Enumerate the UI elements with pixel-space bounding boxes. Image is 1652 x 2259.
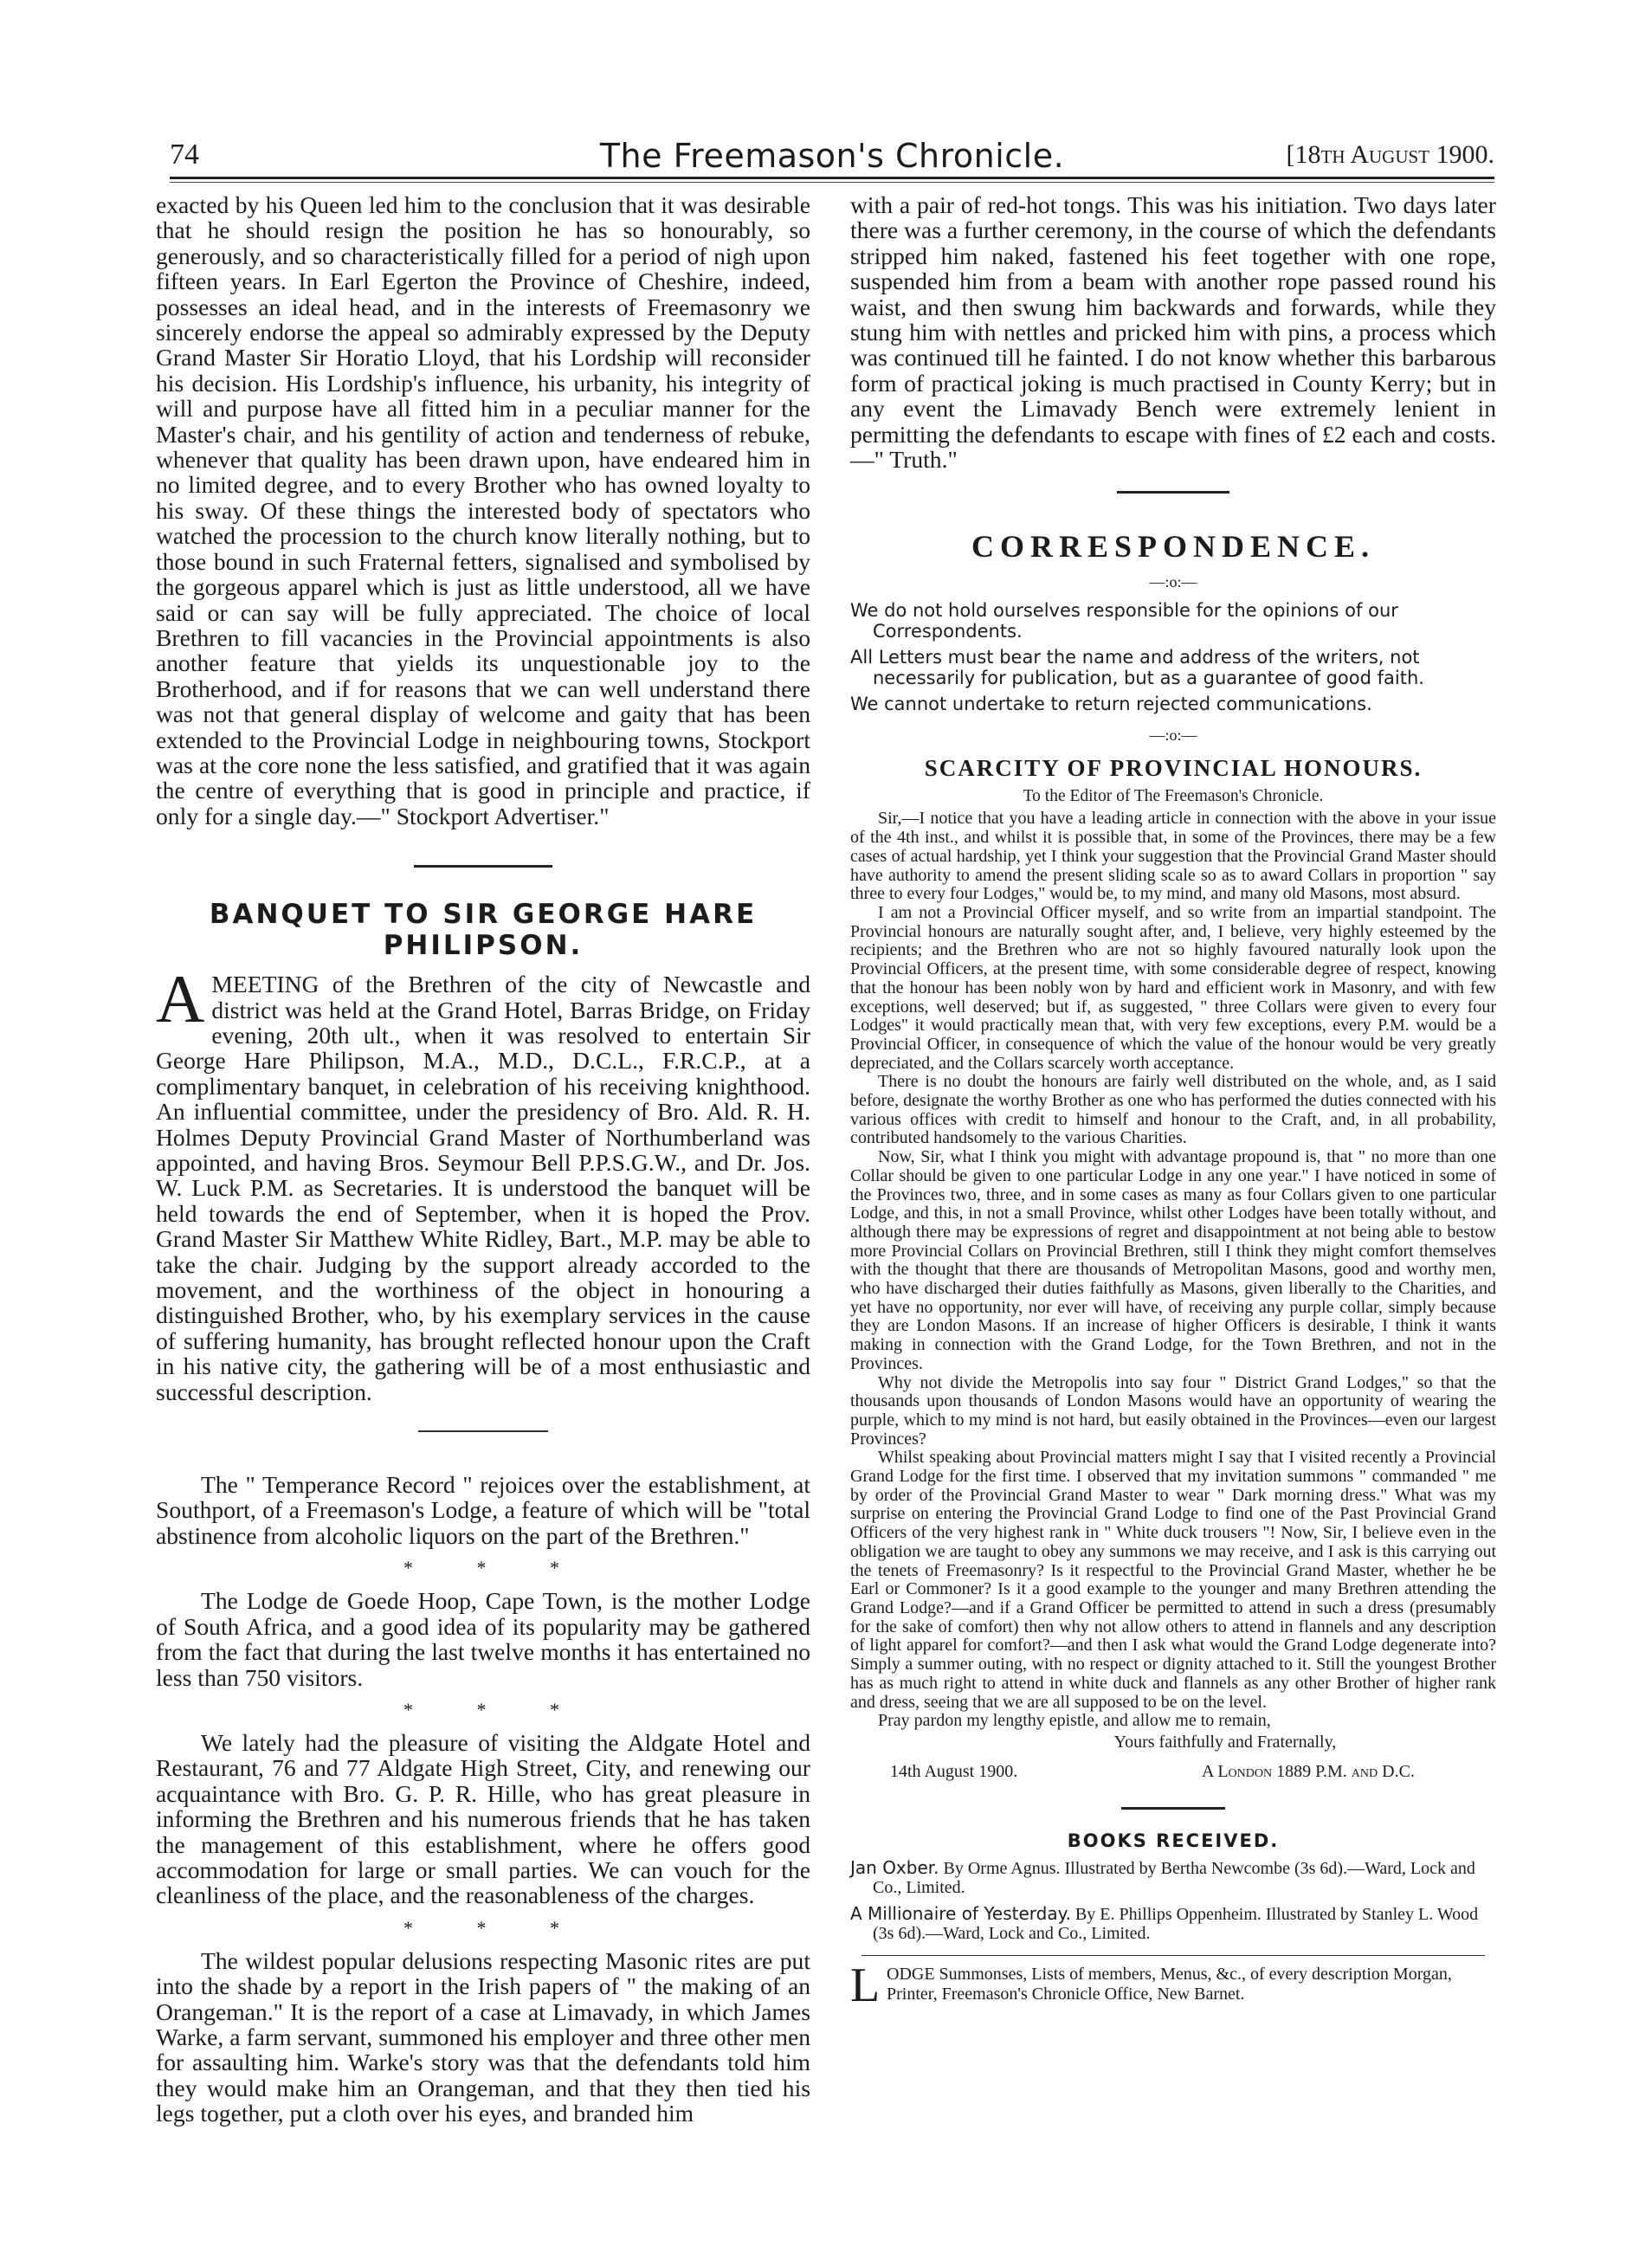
- stockport-article-continued: exacted by his Queen led him to the conclusion that it was desirable that he should resign the position he has so honourably, so generously, and so characteristically filled for a period of nigh upon fifteen years. In Earl Egerton the Province of Cheshire, indeed, possesses an ideal head, and in the interests of Freemasonry we sincerely endorse the appeal so admirably expressed by the Deputy Grand Master Sir Horatio Lloyd, that his Lordship will reconsider his decision. His Lordship's influence, his urbanity, his integrity of will and purpose have all fitted him in a peculiar manner for the Master's chair, and his gentility of action and tenderness of rebuke, whenever that quality has been drawn upon, have endeared him in no limited degree, and to every Brother who has owned loyalty to his sway. Of these things the interested body of spectators who watched the procession to the church know literally nothing, but to those bound in such Fraternal fetters, signalised and symbolised by the gorgeous apparel which is just as little understood, all we have said or can say will be fully appreciated. The choice of local Brethren to fill vacancies in the Provincial appointments is also another feature that yields its unquestionable joy to the Brotherhood, and if for reasons that we can well understand there was not that general display of welcome and gaity that has been extended to the Provincial Lodge in neighbouring towns, Stockport was at the core none the less satisfied, and gratified that it was again the centre of everything that is good in principle and practice, if only for a single day.—" Stockport Advertiser.": [156, 191, 810, 829]
- banquet-text: MEETING of the Brethren of the city of Newcastle and district was held at the Grand Hotel, Barras Bridge, on Friday evening, 20th ult., when it was resolved to entertain Sir George Hare Philipson, M.A., M.D., D.C.L., F.R.C.P., at a complimentary banquet, in celebration of his receiving knighthood. An influential committee, under the presidency of Bro. Ald. R. H. Holmes Deputy Provincial Grand Master of Northumberland was appointed, and having Bros. Seymour Bell P.P.S.G.W., and Dr. Jos. W. Luck P.M. as Secretaries. It is understood the banquet will be held towards the end of September, when it is hoped the Prov. Grand Master Sir Matthew White Ridley, Bart., M.P. may be able to take the chair. Judging by the support already accorded to the movement, and the worthiness of the object in honouring a distinguished Brother, who, by his exemplary services in the cause of suffering humanity, has brought reflected honour upon the Craft in his native city, the gathering will be of a most enthusiastic and successful description.: [156, 971, 810, 1405]
- letter-paragraph: Whilst speaking about Provincial matters might I say that I visited recently a Provincial Grand Lodge for the first time. I observed that my invitation summons " commanded " me by order of the Provincial Grand Master to wear " Dark morning dress." What was my surprise on entering the Provincial Grand Lodge to find one of the Past Provincial Grand Officers of the very highest rank in " White duck trousers "! Now, Sir, I believe even in the obligation we are taught to obey any summons we may receive, and I ask is this carrying out the tenets of Freemasonry? Is it respectful to the Provincial Grand Master, whether he be Earl or Commoner? Is it a good example to the younger and many Brethren attending the Grand Lodge?—and if a Grand Officer be permitted to attend in such a dress (presumably for the sake of comfort) then why not allow others to attend in flannels and any description of light apparel for comfort?—and then I ask what would the Grand Lodge degenerate into? Simply a summer outing, with no respect or dignity attached to it. Still the youngest Brother has as much right to attend in white duck and flannels as any other Brother of higher rank and dress, seeing that we are all supposed to be on the level.: [850, 1448, 1496, 1712]
- section-divider: [414, 865, 552, 868]
- ornament-separator: —:o:—: [1149, 573, 1197, 591]
- letter-signature: [850, 1760, 1496, 1786]
- section-divider: [1121, 1807, 1225, 1810]
- section-divider: [418, 1430, 548, 1432]
- letter-paragraph: Why not divide the Metropolis into say four " District Grand Lodges," so that the thousands upon thousands of London Masons would have an opportunity of wearing the purple, which to my mind is not hard, but easily obtained in the Provinces—even our largest Provinces?: [850, 1372, 1496, 1449]
- section-divider: [1117, 491, 1229, 494]
- letter-signatory: A London 1889 P.M. and D.C.: [1202, 1761, 1415, 1781]
- notice-letters: All Letters must bear the name and address of the writers, not necessarily for publication, but as a guarantee of good faith.: [850, 647, 1424, 689]
- printer-advert: [850, 1958, 1496, 2012]
- notice-rejected: We cannot undertake to return rejected communications.: [850, 694, 1372, 715]
- books-received-title: BOOKS RECEIVED.: [1067, 1830, 1280, 1851]
- letter-addressee: To the Editor of The Freemason's Chronicle.: [1023, 787, 1324, 806]
- newspaper-title: The Freemason's Chronicle.: [599, 137, 1065, 175]
- left-column: [156, 192, 810, 2127]
- notice-responsibility: We do not hold ourselves responsible for the opinions of our Correspondents.: [850, 600, 1398, 642]
- delusions-paragraph: The wildest popular delusions respecting Masonic rites are put into the shade by a report in the Irish papers of " the making of an Orangeman." It is the report of a case at Limavady, in which James Warke, a farm servant, summoned his employer and three other men for assaulting him. Warke's story was that the defendants told him they would make him an Orangeman, and that they then tied his legs together, put a cloth over his eyes, and branded him: [156, 1946, 810, 2127]
- banquet-headline: BANQUET TO SIR GEORGE HARE PHILIPSON.: [209, 899, 758, 962]
- book-entry: [850, 1904, 1496, 1943]
- aldgate-paragraph: We lately had the pleasure of visiting the Aldgate Hotel and Restaurant, 76 and 77 Aldgate High Street, City, and renewing our acquaintance with Bro. G. P. R. Hille, who has great pleasure in informing the Brethren and his numerous friends that he has taken the management of this establishment, where he offers good accommodation for large or small parties. We can vouch for the cleanliness of the place, and the reasonableness of the charges.: [156, 1728, 810, 1909]
- paragraph-separator: * * *: [403, 1557, 589, 1579]
- delusions-paragraph-continued: with a pair of red-hot tongs. This was his initiation. Two days later there was a further ceremony, in the course of which the defendants stripped him naked, fastened his feet together with one rope, suspended him from a beam with another rope passed round his waist, and then swung him backwards and forwards, while they stung him with nettles and pricked him with pins, a process which was continued till he fainted. I do not know whether this barbarous form of practical joking is much practised in County Kerry; but in any event the Limavady Bench were extremely lenient in permitting the defendants to escape with fines of £2 each and costs.—" Truth.": [850, 191, 1497, 474]
- temperance-paragraph: The " Temperance Record " rejoices over the establishment, at Southport, of a Freemason's Lodge, a feature of which will be "total abstinence from alcoholic liquors on the part of the Brethren.": [156, 1471, 810, 1549]
- letter-date: 14th August 1900.: [890, 1761, 1018, 1781]
- letter-paragraph: Sir,—I notice that you have a leading article in connection with the above in your issue of the 4th inst., and whilst it is possible that, in some of the Provinces, there may be a few cases of actual hardship, yet I think your suggestion that the Provincial Grand Master should have authority to amend the present sliding scale so as to award Collars in proportion " say three to every four Lodges," would be, to my mind, and many old Masons, most absurd.: [850, 809, 1496, 904]
- letter-title: SCARCITY OF PROVINCIAL HONOURS.: [924, 755, 1423, 782]
- book-detail: By E. Phillips Oppenheim. Illustrated by Stanley L. Wood (3s 6d).—Ward, Lock and Co., Limited.: [873, 1904, 1479, 1943]
- book-detail: By Orme Agnus. Illustrated by Bertha Newcombe (3s 6d).—Ward, Lock and Co., Limited.: [873, 1858, 1475, 1897]
- letter-closing: Yours faithfully and Fraternally,: [1113, 1732, 1337, 1752]
- banquet-article: [156, 961, 810, 1405]
- goede-hoop-paragraph: The Lodge de Goede Hoop, Cape Town, is the mother Lodge of South Africa, and a good idea of its popularity may be gathered from the fact that during the last twelve months it has entertained no less than 750 visitors.: [156, 1587, 810, 1691]
- book-title: A Millionaire of Yesterday.: [850, 1902, 1071, 1924]
- letter-paragraph: Now, Sir, what I think you might with advantage propound is, that " no more than one Collar should be given to one particular Lodge in any one year." I have noticed in some of the Provinces two, three, and in some cases as many as four Collars given to one particular Lodge, and this, in not a small Province, whilst other Lodges have been totally without, and although there may be expressions of regret and disappointment at not being able to bestow more Provincial Collars on Provincial Brethren, still I think they might comfort themselves with the thought that there are thousands of Metropolitan Masons, good and worthy men, who have discharged their duties faithfully as Masons, given liberally to the Charities, and yet have no opportunity, nor ever will have, of receiving any purple collar, simply because they are London Masons. If an increase of higher Officers is desirable, I think it wants making in connection with the Grand Lodge, for the Town Brethren, and not in the Provinces.: [850, 1147, 1496, 1373]
- ornament-separator: —:o:—: [1149, 726, 1197, 745]
- book-title: Jan Oxber.: [850, 1856, 939, 1878]
- letter-paragraph: I am not a Provincial Officer myself, and so write from an impartial standpoint. The Provincial honours are naturally sought after, and, I believe, very highly esteemed by the recipients; and the Brethren who are not so highly favoured naturally look upon the Provincial Officers, at the present time, with some considerable degree of respect, knowing that the honour has been nobly won by hard and efficient work in Masonry, and with few exceptions, well deserved; but if, as suggested, " three Collars were given to every four Lodges" it would practically mean that, with very few exceptions, every P.M. would be a Provincial Officer, in consequence of which the value of the honour would be very greatly depreciated, and the Collars scarcely worth acceptance.: [850, 902, 1496, 1073]
- advert-initial: L: [850, 1958, 881, 2012]
- advert-text: Summonses, Lists of members, Menus, &c., of every description Morgan, Printer, Freemason's Chronicle Office, New Barnet.: [887, 1964, 1452, 2004]
- right-column: [850, 191, 1497, 2012]
- paragraph-separator: * * *: [403, 1698, 589, 1720]
- paragraph-separator: * * *: [403, 1916, 589, 1939]
- header-rule-thin: [170, 182, 1494, 183]
- letter-paragraph: Pray pardon my lengthy epistle, and allow me to remain,: [878, 1711, 1271, 1731]
- masthead: [170, 139, 1494, 175]
- page-number: 74: [170, 139, 199, 171]
- header-rule: [170, 177, 1494, 179]
- drop-cap: A: [156, 961, 205, 1037]
- advert-rule: [861, 1955, 1485, 1956]
- issue-date: [18th August 1900.: [1286, 140, 1494, 169]
- letter-paragraph: There is no doubt the honours are fairly well distributed on the whole, and, as I said before, designate the worthy Brother as one who has performed the duties connected with his various offices with credit to himself and honour to the Craft, and, in all probability, contributed handsomely to the various Charities.: [850, 1072, 1496, 1148]
- correspondence-title: CORRESPONDENCE.: [971, 529, 1376, 565]
- book-entry: [850, 1858, 1496, 1897]
- advert-lead: ODGE: [887, 1964, 935, 1984]
